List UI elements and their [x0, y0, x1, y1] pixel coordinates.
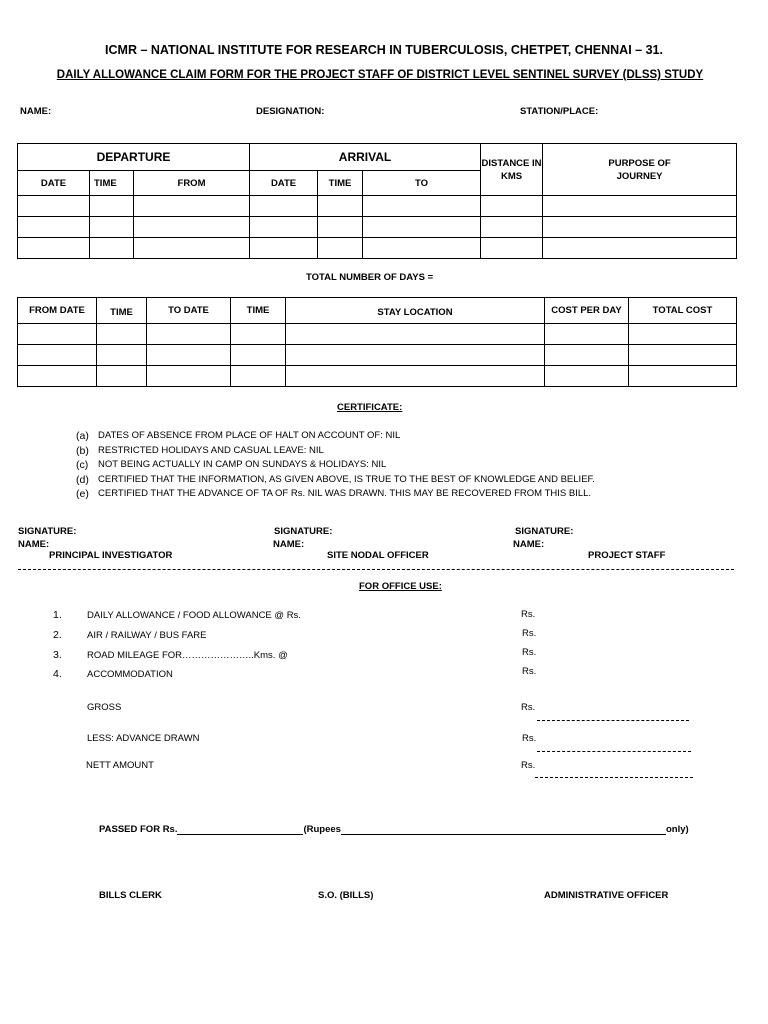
arr-time-header: TIME — [318, 171, 363, 196]
office-item-text: ACCOMMODATION — [87, 669, 173, 680]
table-cell[interactable] — [545, 324, 629, 345]
purpose-header: PURPOSE OF JOURNEY — [543, 144, 737, 196]
stay-time2-header: TIME — [231, 298, 286, 324]
station-label: STATION/PLACE: — [520, 106, 599, 117]
stay-to-date-header: TO DATE — [147, 298, 231, 324]
table-cell[interactable] — [147, 366, 231, 387]
list-marker: (e) — [76, 488, 89, 501]
table-cell[interactable] — [250, 217, 318, 238]
table-cell[interactable] — [363, 196, 481, 217]
office-item-number: 4. — [53, 668, 62, 680]
signature-label-2: SIGNATURE: — [274, 526, 333, 537]
arr-date-header: DATE — [250, 171, 318, 196]
site-nodal-officer-label: SITE NODAL OFFICER — [327, 550, 429, 561]
list-text: NOT BEING ACTUALLY IN CAMP ON SUNDAYS & HOLIDAYS: NIL — [98, 459, 387, 471]
dep-from-header: FROM — [134, 171, 250, 196]
table-cell[interactable] — [286, 345, 545, 366]
rs-label: Rs. — [522, 733, 537, 744]
table-cell[interactable] — [543, 196, 737, 217]
stay-time-header: TIME — [97, 298, 147, 324]
list-marker: (a) — [76, 430, 89, 442]
principal-investigator-label: PRINCIPAL INVESTIGATOR — [49, 550, 173, 561]
list-marker: (d) — [76, 473, 89, 486]
table-cell[interactable] — [481, 238, 543, 259]
rs-label: Rs. — [521, 702, 536, 713]
table-cell[interactable] — [147, 324, 231, 345]
designation-label: DESIGNATION: — [256, 106, 325, 117]
table-cell[interactable] — [231, 345, 286, 366]
rs-label: Rs. — [521, 760, 536, 771]
rs-label: Rs. — [522, 666, 537, 677]
rs-label: Rs. — [521, 609, 536, 620]
list-marker: (c) — [76, 459, 89, 472]
passed-for-line — [99, 824, 689, 835]
table-row — [18, 238, 737, 259]
table-cell[interactable] — [97, 345, 147, 366]
form-subtitle: DAILY ALLOWANCE CLAIM FORM FOR THE PROJECT STAFF OF DISTRICT LEVEL SENTINEL SURVEY (DLSS) STUDY — [56, 69, 704, 81]
stay-from-date-header: FROM DATE — [18, 298, 97, 324]
less-advance-label: LESS: ADVANCE DRAWN — [87, 733, 200, 744]
arrival-header: ARRIVAL — [250, 144, 481, 171]
table-row — [18, 366, 737, 387]
gross-label: GROSS — [87, 702, 122, 713]
divider — [18, 569, 734, 570]
office-item-number: 2. — [53, 629, 62, 641]
name-label-3: NAME: — [513, 539, 545, 550]
table-cell[interactable] — [250, 238, 318, 259]
table-cell[interactable] — [134, 238, 250, 259]
amount-line — [537, 720, 689, 721]
table-cell[interactable] — [90, 238, 134, 259]
table-cell[interactable] — [543, 217, 737, 238]
amount-line — [537, 751, 691, 752]
table-cell[interactable] — [629, 366, 737, 387]
departure-header: DEPARTURE — [18, 144, 250, 171]
total-days-label: TOTAL NUMBER OF DAYS = — [306, 272, 434, 283]
table-cell[interactable] — [481, 196, 543, 217]
table-cell[interactable] — [318, 196, 363, 217]
table-cell[interactable] — [481, 217, 543, 238]
so-bills-label: S.O. (BILLS) — [318, 890, 374, 901]
certificate-heading: CERTIFICATE: — [337, 402, 403, 413]
list-text: RESTRICTED HOLIDAYS AND CASUAL LEAVE: NIL — [98, 444, 324, 456]
table-cell[interactable] — [363, 217, 481, 238]
list-item — [76, 473, 595, 488]
name-label: NAME: — [20, 106, 52, 117]
table-cell[interactable] — [18, 366, 97, 387]
table-cell[interactable] — [286, 324, 545, 345]
passed-for-label: PASSED FOR Rs. — [99, 824, 178, 835]
passed-amount-field[interactable] — [177, 824, 303, 835]
office-item-text: ROAD MILEAGE FOR…………………..Kms. @ — [87, 650, 288, 661]
table-cell[interactable] — [545, 345, 629, 366]
table-cell[interactable] — [134, 196, 250, 217]
form-title: ICMR – NATIONAL INSTITUTE FOR RESEARCH IN TUBERCULOSIS, CHETPET, CHENNAI – 31. — [105, 43, 663, 57]
office-item-text: AIR / RAILWAY / BUS FARE — [87, 630, 207, 641]
project-staff-label: PROJECT STAFF — [588, 550, 666, 561]
table-cell[interactable] — [318, 238, 363, 259]
table-cell[interactable] — [363, 238, 481, 259]
administrative-officer-label: ADMINISTRATIVE OFFICER — [544, 890, 669, 901]
table-cell[interactable] — [250, 196, 318, 217]
stay-location-header: STAY LOCATION — [286, 298, 545, 324]
name-label-2: NAME: — [273, 539, 305, 550]
dep-date-header: DATE — [18, 171, 90, 196]
list-marker: (b) — [76, 444, 89, 457]
rupees-label: (Rupees — [303, 824, 341, 835]
total-cost-header: TOTAL COST — [629, 298, 737, 324]
only-label: only) — [665, 824, 689, 835]
table-cell[interactable] — [18, 345, 97, 366]
rs-label: Rs. — [522, 647, 537, 658]
list-item — [76, 444, 595, 459]
table-cell[interactable] — [97, 366, 147, 387]
table-cell[interactable] — [18, 324, 97, 345]
table-cell[interactable] — [134, 217, 250, 238]
office-item-number: 1. — [53, 609, 62, 621]
table-cell[interactable] — [18, 217, 90, 238]
table-cell[interactable] — [231, 324, 286, 345]
certificate-list — [76, 429, 595, 502]
table-cell[interactable] — [543, 238, 737, 259]
table-cell[interactable] — [545, 366, 629, 387]
list-text: CERTIFIED THAT THE ADVANCE OF TA OF Rs. NIL WAS DRAWN. THIS MAY BE RECOVERED FROM THIS BILL. — [98, 488, 592, 500]
table-cell[interactable] — [18, 238, 90, 259]
nett-amount-label: NETT AMOUNT — [86, 760, 154, 771]
office-item-number: 3. — [53, 649, 62, 661]
distance-header: DISTANCE IN KMS — [481, 144, 543, 196]
rs-label: Rs. — [522, 628, 537, 639]
table-row — [18, 324, 737, 345]
dep-time-header: TIME — [90, 171, 134, 196]
table-cell[interactable] — [147, 345, 231, 366]
office-item-text: DAILY ALLOWANCE / FOOD ALLOWANCE @ Rs. — [87, 610, 301, 621]
table-row — [18, 345, 737, 366]
rupees-words-field[interactable] — [341, 824, 666, 835]
list-text: CERTIFIED THAT THE INFORMATION, AS GIVEN ABOVE, IS TRUE TO THE BEST OF KNOWLEDGE AND BELIEF. — [98, 473, 595, 485]
arr-to-header: TO — [363, 171, 481, 196]
signature-label-3: SIGNATURE: — [515, 526, 574, 537]
list-item — [76, 429, 595, 444]
list-item — [76, 458, 595, 473]
journey-table — [17, 143, 737, 259]
table-cell[interactable] — [90, 196, 134, 217]
table-cell[interactable] — [629, 324, 737, 345]
table-cell[interactable] — [629, 345, 737, 366]
bills-clerk-label: BILLS CLERK — [99, 890, 162, 901]
list-text: DATES OF ABSENCE FROM PLACE OF HALT ON ACCOUNT OF: NIL — [98, 430, 401, 441]
table-cell[interactable] — [97, 324, 147, 345]
name-label-1: NAME: — [18, 539, 50, 550]
table-cell[interactable] — [18, 196, 90, 217]
amount-line — [535, 777, 693, 778]
stay-table — [17, 297, 737, 387]
cost-per-day-header: COST PER DAY — [545, 298, 629, 324]
table-row — [18, 217, 737, 238]
table-cell[interactable] — [90, 217, 134, 238]
table-cell[interactable] — [286, 366, 545, 387]
signature-label-1: SIGNATURE: — [18, 526, 77, 537]
office-use-heading: FOR OFFICE USE: — [359, 581, 442, 592]
list-item — [76, 487, 595, 502]
table-cell[interactable] — [318, 217, 363, 238]
table-row — [18, 196, 737, 217]
table-cell[interactable] — [231, 366, 286, 387]
